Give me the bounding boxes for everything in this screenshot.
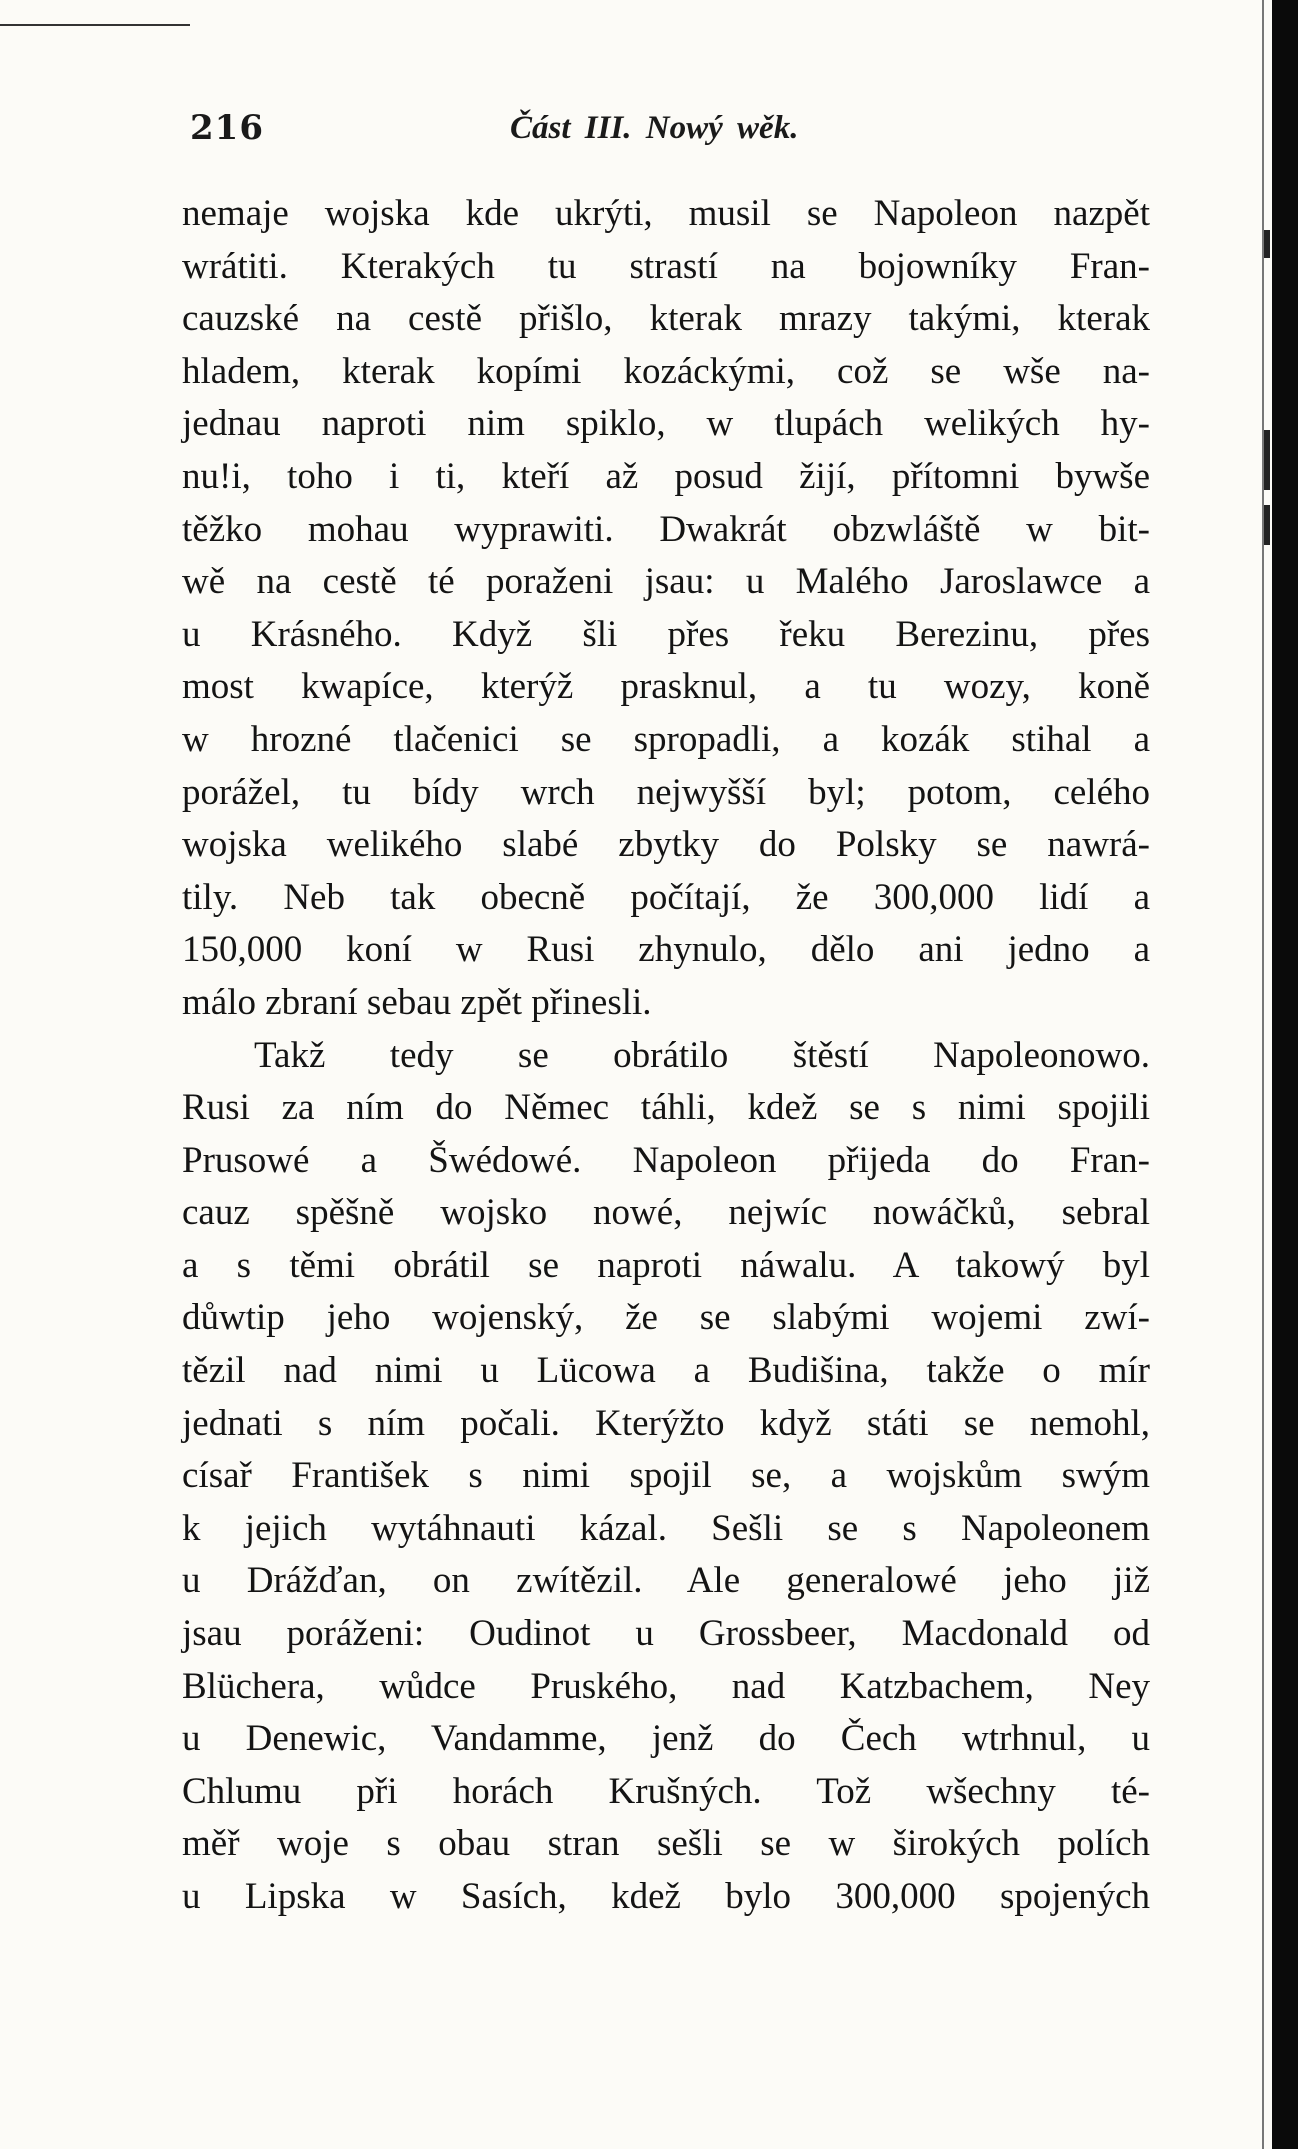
text-line: nemaje wojska kde ukrýti, musil se Napoleon nazpět [182, 193, 1150, 234]
text-line: u Lipska w Sasích, kdež bylo 300,000 spojených [182, 1876, 1150, 1917]
text-line: málo zbraní sebau zpět přinesli. [182, 981, 652, 1023]
text-line: jsau poráženi: Oudinot u Grossbeer, Macdonald od [182, 1613, 1150, 1655]
page-header [190, 108, 1150, 158]
text-line: a s těmi obrátil se naproti náwalu. A takowý byl [182, 1244, 1150, 1286]
margin-mark [1264, 505, 1270, 545]
text-line: 150,000 koní w Rusi zhynulo, dělo ani jedno a [182, 929, 1150, 971]
text-line: hladem, kterak kopími kozáckými, což se wše na- [182, 350, 1150, 392]
running-head: Část III. Nowý wěk. [510, 110, 799, 146]
text-line: wrátiti. Kterakých tu strastí na bojowníky Fran- [182, 245, 1150, 287]
text-line: porážel, tu bídy wrch nejwyšší byl; potom, celého [182, 771, 1150, 813]
text-line: cauzské na cestě přišlo, kterak mrazy takými, kterak [182, 298, 1150, 340]
text-line: Prusowé a Šwédowé. Napoleon přijeda do Fran- [182, 1139, 1150, 1181]
text-line: Chlumu při horách Krušných. Tož wšechny té- [182, 1770, 1150, 1812]
text-line: důwtip jeho wojenský, že se slabými wojemi zwí- [182, 1297, 1150, 1339]
text-line: jednau naproti nim spiklo, w tlupách welikých hy- [182, 403, 1150, 445]
text-line: wě na cestě té poraženi jsau: u Malého Jaroslawce a [182, 561, 1150, 603]
text-line: wojska welikého slabé zbytky do Polsky se nawrá- [182, 824, 1150, 866]
text-line: Rusi za ním do Němec táhli, kdež se s nimi spojili [182, 1087, 1150, 1129]
text-line: Takž tedy se obrátilo štěstí Napoleonowo. [254, 1034, 1150, 1076]
text-line: Blüchera, wůdce Pruského, nad Katzbachem, Ney [182, 1665, 1150, 1707]
text-line: u Denewic, Vandamme, jenž do Čech wtrhnul, u [182, 1718, 1150, 1760]
text-line: měř woje s obau stran sešli se w širokých polích [182, 1823, 1150, 1865]
text-line: jednati s ním počali. Kterýžto když státi se nemohl, [182, 1402, 1150, 1444]
margin-mark [1264, 230, 1270, 258]
text-line: u Krásného. Když šli přes řeku Berezinu, přes [182, 613, 1150, 655]
page-gutter-line [1262, 0, 1264, 2149]
text-line: w hrozné tlačenici se spropadli, a kozák stihal a [182, 718, 1150, 760]
page-number: 216 [190, 108, 264, 148]
text-line: tězil nad nimi u Lücowa a Budišina, takže o mír [182, 1350, 1150, 1392]
text-line: cauz spěšně wojsko nowé, nejwíc nowáčků, sebral [182, 1192, 1150, 1234]
text-line: císař František s nimi spojil se, a wojskům swým [182, 1455, 1150, 1497]
text-line: tily. Neb tak obecně počítají, že 300,000 lidí a [182, 876, 1150, 918]
top-rule [0, 24, 190, 26]
text-line: u Drážďan, on zwítězil. Ale generalowé jeho již [182, 1560, 1150, 1602]
text-line: nu!i, toho i ti, kteří až posud žijí, přítomni bywše [182, 455, 1150, 497]
text-line: těžko mohau wyprawiti. Dwakrát obzwláště w bit- [182, 508, 1150, 550]
text-line: k jejich wytáhnauti kázal. Sešli se s Napoleonem [182, 1507, 1150, 1549]
scan-border [1272, 0, 1298, 2149]
text-line: most kwapíce, kterýž prasknul, a tu wozy, koně [182, 666, 1150, 708]
body-text [182, 188, 1150, 1924]
margin-mark [1264, 430, 1270, 490]
